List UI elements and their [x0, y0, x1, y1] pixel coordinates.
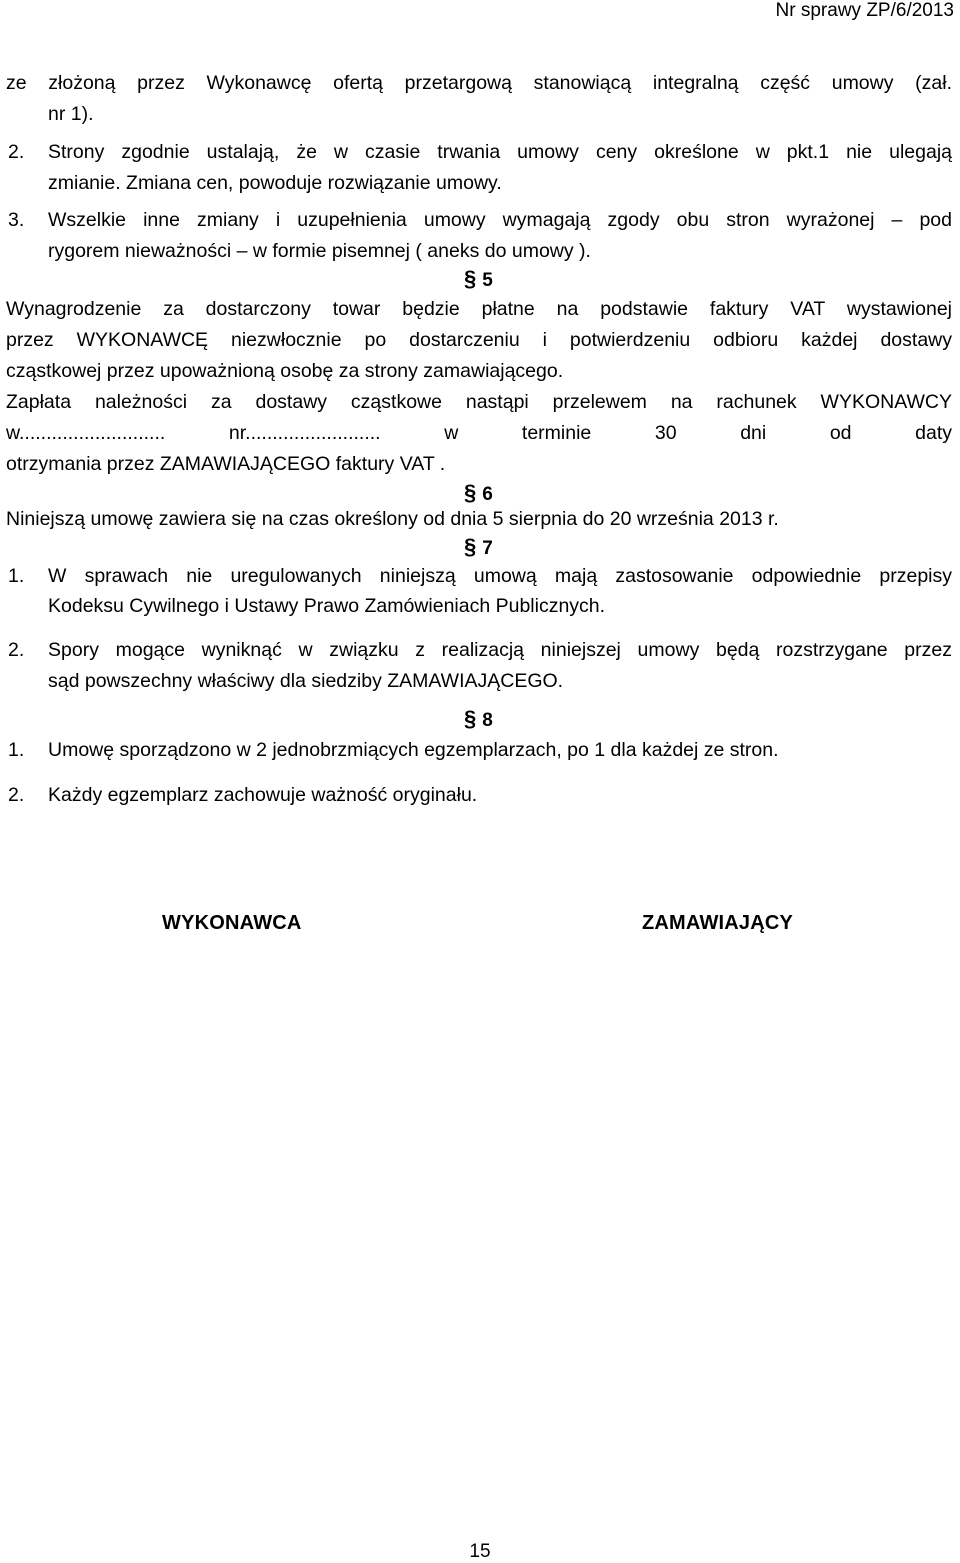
section-heading-7 — [464, 534, 493, 560]
section-heading-8 — [464, 706, 493, 732]
paragraph-line: Wynagrodzenie za dostarczony towar będzie płatne na podstawie faktury VAT wystawionej — [6, 298, 952, 320]
paragraph-line: w........................... nr......................... w terminie 30 dni od daty — [6, 422, 952, 444]
list-item-line: sąd powszechny właściwy dla siedziby ZAMAWIAJĄCEGO. — [48, 670, 564, 692]
list-item-line: Kodeksu Cywilnego i Ustawy Prawo Zamówieniach Publicznych. — [48, 595, 606, 617]
section-number: 8 — [482, 710, 493, 731]
list-number: 1. — [8, 739, 25, 761]
section-number: 7 — [482, 538, 493, 559]
paragraph-line: Zapłata należności za dostawy cząstkowe nastąpi przelewem na rachunek WYKONAWCY — [6, 391, 952, 413]
signature-contractor: WYKONAWCA — [162, 912, 302, 934]
list-number: 1. — [8, 565, 25, 587]
section-heading-5 — [464, 266, 493, 292]
list-item-line: zmianie. Zmiana cen, powoduje rozwiązanie umowy. — [48, 172, 502, 194]
list-item-line: Każdy egzemplarz zachowuje ważność oryginału. — [48, 784, 478, 806]
list-number: 2. — [8, 639, 25, 661]
paragraph-line: ze złożoną przez Wykonawcę ofertą przetargową stanowiącą integralną część umowy (zał. — [6, 72, 952, 94]
list-number: 2. — [8, 784, 25, 806]
section-heading-6 — [464, 480, 493, 506]
paragraph-line: cząstkowej przez upoważnioną osobę za strony zamawiającego. — [6, 360, 564, 382]
section-sign: § — [464, 534, 477, 559]
list-number: 3. — [8, 209, 25, 231]
section-sign: § — [464, 706, 477, 731]
case-reference: Nr sprawy ZP/6/2013 — [775, 0, 954, 21]
paragraph-line: przez WYKONAWCĘ niezwłocznie po dostarczeniu i potwierdzeniu odbioru każdej dostawy — [6, 329, 952, 351]
list-item-line: rygorem nieważności – w formie pisemnej ( aneks do umowy ). — [48, 240, 591, 262]
section-sign: § — [464, 480, 477, 505]
paragraph-line: otrzymania przez ZAMAWIAJĄCEGO faktury VAT . — [6, 453, 446, 475]
list-number: 2. — [8, 141, 25, 163]
section-number: 5 — [482, 270, 493, 291]
section-sign: § — [464, 266, 477, 291]
paragraph-line: Niniejszą umowę zawiera się na czas określony od dnia 5 sierpnia do 20 września 2013 r. — [6, 508, 779, 530]
signature-ordering-party: ZAMAWIAJĄCY — [642, 912, 794, 934]
list-item-line: Umowę sporządzono w 2 jednobrzmiących egzemplarzach, po 1 dla każdej ze stron. — [48, 739, 779, 761]
page-number: 15 — [469, 1541, 491, 1562]
list-item-line: Wszelkie inne zmiany i uzupełnienia umowy wymagają zgody obu stron wyrażonej – pod — [48, 209, 952, 231]
list-item-line: Spory mogące wyniknąć w związku z realizacją niniejszej umowy będą rozstrzygane przez — [48, 639, 952, 661]
list-item-line: Strony zgodnie ustalają, że w czasie trwania umowy ceny określone w pkt.1 nie ulegają — [48, 141, 952, 163]
paragraph-line: nr 1). — [48, 103, 94, 125]
list-item-line: W sprawach nie uregulowanych niniejszą umową mają zastosowanie odpowiednie przepisy — [48, 565, 952, 587]
section-number: 6 — [482, 484, 493, 505]
